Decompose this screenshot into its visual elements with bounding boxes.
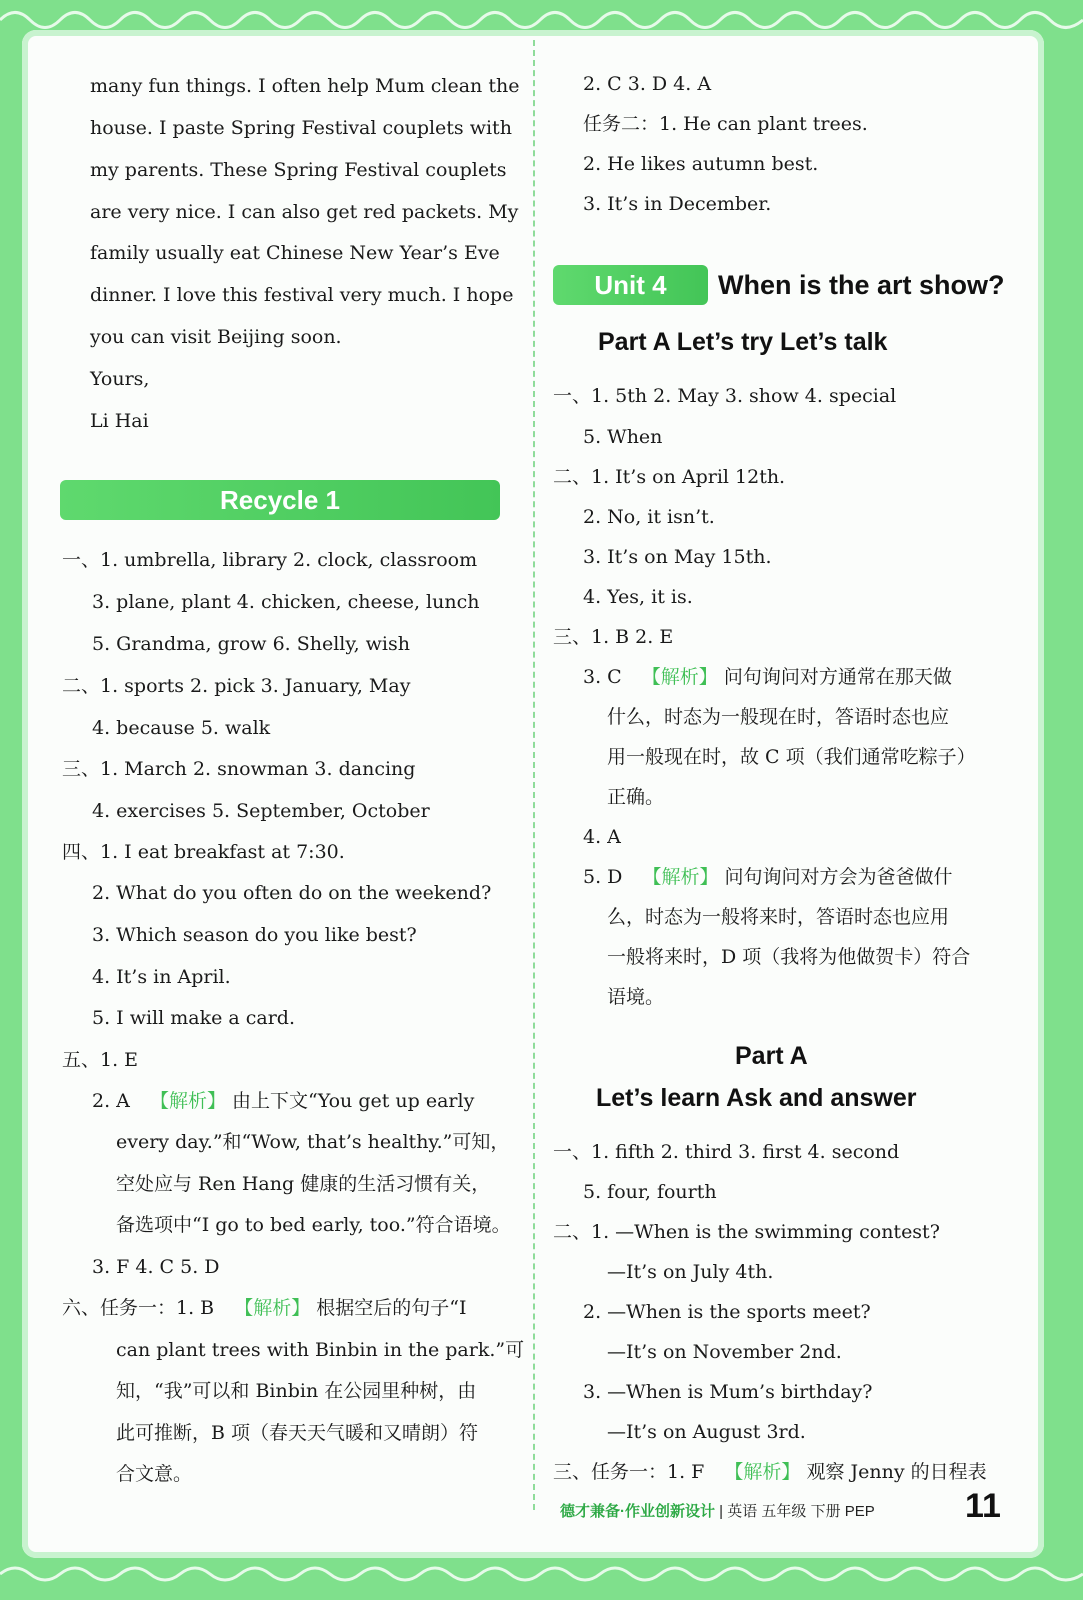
analysis-tag: 【解析】	[149, 1090, 226, 1112]
section-title-learn-ask: Let’s learn Ask and answer	[596, 1084, 917, 1112]
analysis-text: 问句询问对方通常在那天做	[723, 666, 952, 688]
footer-brand: 德才兼备·作业创新设计	[560, 1503, 715, 1520]
analysis-line: every day.”和“Wow, that’s healthy.”可知，	[116, 1131, 510, 1153]
section-title-part-a: Part A	[735, 1042, 808, 1070]
letter-line: many fun things. I often help Mum clean the	[90, 75, 520, 97]
answer-line: 2. What do you often do on the weekend?	[92, 882, 492, 904]
letter-line: you can visit Beijing soon.	[90, 326, 342, 348]
analysis-text: 问句询问对方会为爸爸做什	[724, 866, 953, 888]
answer-line: 3. It’s in December.	[583, 193, 772, 215]
answer-line: 一、1. umbrella, library 2. clock, classroom	[62, 549, 478, 571]
letter-signature: Li Hai	[90, 410, 149, 432]
answer-line	[583, 665, 952, 689]
answer-line: 4. exercises 5. September, October	[92, 800, 430, 822]
answer-line: 5. Grandma, grow 6. Shelly, wish	[92, 633, 410, 655]
answer-label: 2. A	[92, 1090, 130, 1112]
letter-line: dinner. I love this festival very much. I hope	[90, 284, 514, 306]
answer-line	[583, 865, 953, 889]
answer-line: 2. C 3. D 4. A	[583, 73, 712, 95]
analysis-line: 什么，时态为一般现在时，答语时态也应	[607, 706, 950, 728]
answer-line: —It’s on November 2nd.	[607, 1341, 842, 1363]
analysis-line: 么，时态为一般将来时，答语时态也应用	[607, 906, 950, 928]
page-number: 11	[965, 1487, 1001, 1525]
answer-line: 二、1. —When is the swimming contest?	[553, 1221, 940, 1243]
answer-line: 5. When	[583, 426, 663, 448]
answer-line	[62, 1296, 466, 1320]
answer-line: 3. Which season do you like best?	[92, 924, 417, 946]
answer-line: 三、1. March 2. snowman 3. dancing	[62, 758, 416, 780]
section-title-part-a-try-talk: Part A Let’s try Let’s talk	[598, 328, 888, 356]
answer-line: 任务二：1. He can plant trees.	[583, 113, 868, 135]
answer-line: 3. It’s on May 15th.	[583, 546, 772, 568]
bottom-wave-border	[0, 1562, 1083, 1592]
answer-line: 一、1. 5th 2. May 3. show 4. special	[553, 385, 897, 407]
answer-line: 2. —When is the sports meet?	[583, 1301, 871, 1323]
answer-line: 二、1. It’s on April 12th.	[553, 466, 786, 488]
answer-line: 4. A	[583, 826, 621, 848]
footer	[560, 1500, 875, 1521]
analysis-line: 备选项中“I go to bed early, too.”符合语境。	[116, 1214, 511, 1236]
answer-label: 三、任务一：1. F	[553, 1461, 705, 1483]
letter-line: house. I paste Spring Festival couplets with	[90, 117, 512, 139]
analysis-line: 语境。	[607, 986, 665, 1008]
analysis-line: 正确。	[607, 786, 665, 808]
analysis-line: 此可推断，B 项（春天天气暖和又晴朗）符	[116, 1422, 479, 1444]
answer-line: 4. It’s in April.	[92, 966, 231, 988]
answer-line: 一、1. fifth 2. third 3. first 4. second	[553, 1141, 900, 1163]
analysis-tag: 【解析】	[641, 666, 718, 688]
answer-label: 5. D	[583, 866, 623, 888]
column-divider	[533, 40, 535, 1510]
unit-4-badge: Unit 4	[553, 265, 708, 305]
letter-closing: Yours,	[90, 368, 150, 390]
analysis-line: 合文意。	[116, 1463, 193, 1485]
letter-line: are very nice. I can also get red packets. My	[90, 201, 519, 223]
analysis-tag: 【解析】	[234, 1297, 311, 1319]
answer-line: 4. because 5. walk	[92, 717, 271, 739]
answer-line: 3. F 4. C 5. D	[92, 1256, 220, 1278]
analysis-text: 由上下文“You get up early	[232, 1090, 475, 1112]
top-wave-border	[0, 0, 1083, 30]
answer-line: 3. plane, plant 4. chicken, cheese, lunch	[92, 591, 480, 613]
answer-line	[553, 1460, 987, 1484]
answer-line: 三、1. B 2. E	[553, 626, 674, 648]
answer-line: —It’s on July 4th.	[607, 1261, 774, 1283]
analysis-line: 空处应与 Ren Hang 健康的生活习惯有关，	[116, 1173, 491, 1195]
answer-line: 2. He likes autumn best.	[583, 153, 819, 175]
analysis-text: 观察 Jenny 的日程表	[806, 1461, 987, 1483]
answer-line: 4. Yes, it is.	[583, 586, 693, 608]
answer-line: 2. No, it isn’t.	[583, 506, 715, 528]
analysis-tag: 【解析】	[724, 1461, 801, 1483]
answer-line: 3. —When is Mum’s birthday?	[583, 1381, 873, 1403]
answer-line: 五、1. E	[62, 1049, 139, 1071]
answer-line: —It’s on August 3rd.	[607, 1421, 806, 1443]
unit-title: When is the art show?	[718, 270, 1005, 300]
answer-line	[92, 1089, 474, 1113]
answer-line: 二、1. sports 2. pick 3. January, May	[62, 675, 411, 697]
analysis-tag: 【解析】	[642, 866, 719, 888]
answer-line: 5. four, fourth	[583, 1181, 717, 1203]
footer-subject: | 英语 五年级 下册 PEP	[719, 1503, 875, 1520]
answer-line: 四、1. I eat breakfast at 7:30.	[62, 841, 345, 863]
analysis-text: 根据空后的句子“I	[316, 1297, 467, 1319]
letter-line: family usually eat Chinese New Year’s Eve	[90, 242, 500, 264]
analysis-line: 一般将来时，D 项（我将为他做贺卡）符合	[607, 946, 971, 968]
recycle-1-heading: Recycle 1	[60, 480, 500, 520]
answer-line: 5. I will make a card.	[92, 1007, 296, 1029]
answer-label: 六、任务一：1. B	[62, 1297, 215, 1319]
answer-label: 3. C	[583, 666, 622, 688]
analysis-line: 用一般现在时，故 C 项（我们通常吃粽子）	[607, 746, 976, 768]
letter-line: my parents. These Spring Festival couplets	[90, 159, 507, 181]
analysis-line: can plant trees with Binbin in the park.”可	[116, 1339, 525, 1361]
analysis-line: 知，“我”可以和 Binbin 在公园里种树，由	[116, 1380, 477, 1402]
